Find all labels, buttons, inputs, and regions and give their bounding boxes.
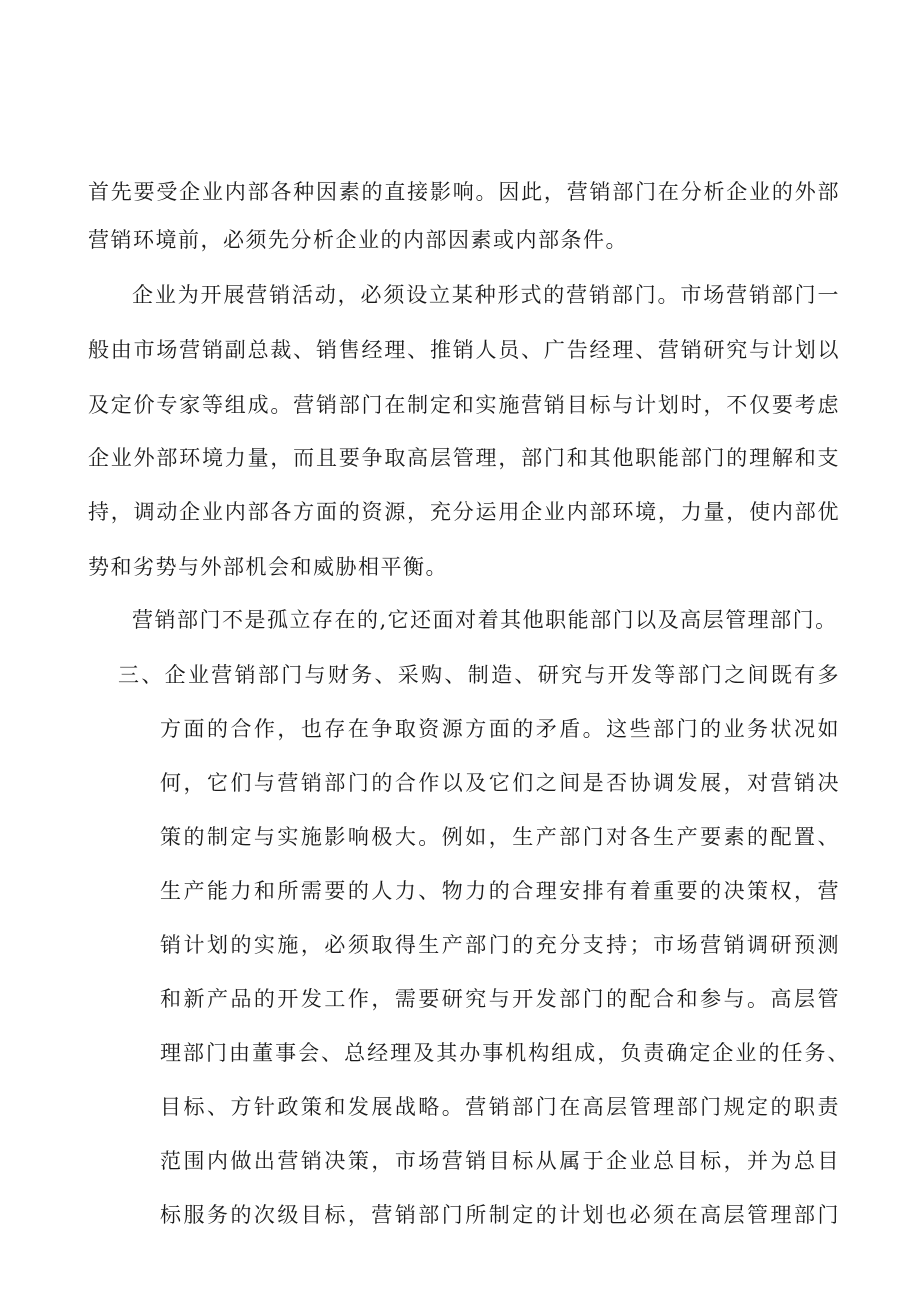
list-item-line: 生产能力和所需要的人力、物力的合理安排有着重要的决策权，营	[160, 879, 840, 903]
list-item-line: 理部门由董事会、总经理及其办事机构组成，负责确定企业的任务、	[160, 1041, 850, 1065]
paragraph-line: 营销环境前，必须先分析企业的内部因素或内部条件。	[88, 228, 628, 252]
paragraph-line: 持，调动企业内部各方面的资源，充分运用企业内部环境，力量，使内部优	[88, 500, 840, 524]
list-item-line: 标服务的次级目标，营销部门所制定的计划也必须在高层管理部门	[160, 1203, 840, 1227]
list-item-line: 范围内做出营销决策，市场营销目标从属于企业总目标，并为总目	[160, 1149, 840, 1173]
paragraph-line: 营销部门不是孤立存在的,它还面对着其他职能部门以及高层管理部门。	[132, 608, 838, 632]
paragraph-line: 及定价专家等组成。营销部门在制定和实施营销目标与计划时，不仅要考虑	[88, 393, 840, 417]
list-item-line: 策的制定与实施影响极大。例如，生产部门对各生产要素的配置、	[160, 825, 840, 849]
paragraph-line: 企业外部环境力量，而且要争取高层管理，部门和其他职能部门的理解和支	[88, 446, 840, 470]
list-item-line: 目标、方针政策和发展战略。营销部门在高层管理部门规定的职责	[160, 1095, 840, 1119]
list-item-line: 和新产品的开发工作，需要研究与开发部门的配合和参与。高层管	[160, 987, 840, 1011]
paragraph-line: 般由市场营销副总裁、销售经理、推销人员、广告经理、营销研究与计划以	[88, 338, 840, 362]
paragraph-line: 首先要受企业内部各种因素的直接影响。因此，营销部门在分析企业的外部	[88, 180, 840, 204]
paragraph-line: 企业为开展营销活动，必须设立某种形式的营销部门。市场营销部门一	[132, 283, 840, 307]
paragraph-line: 势和劣势与外部机会和威胁相平衡。	[88, 555, 448, 579]
list-item-line: 何，它们与营销部门的合作以及它们之间是否协调发展，对营销决	[160, 771, 840, 795]
list-item-line: 方面的合作，也存在争取资源方面的矛盾。这些部门的业务状况如	[160, 717, 840, 741]
list-item-line: 三、企业营销部门与财务、采购、制造、研究与开发等部门之间既有多	[118, 663, 840, 687]
list-item-line: 销计划的实施，必须取得生产部门的充分支持；市场营销调研预测	[160, 933, 840, 957]
